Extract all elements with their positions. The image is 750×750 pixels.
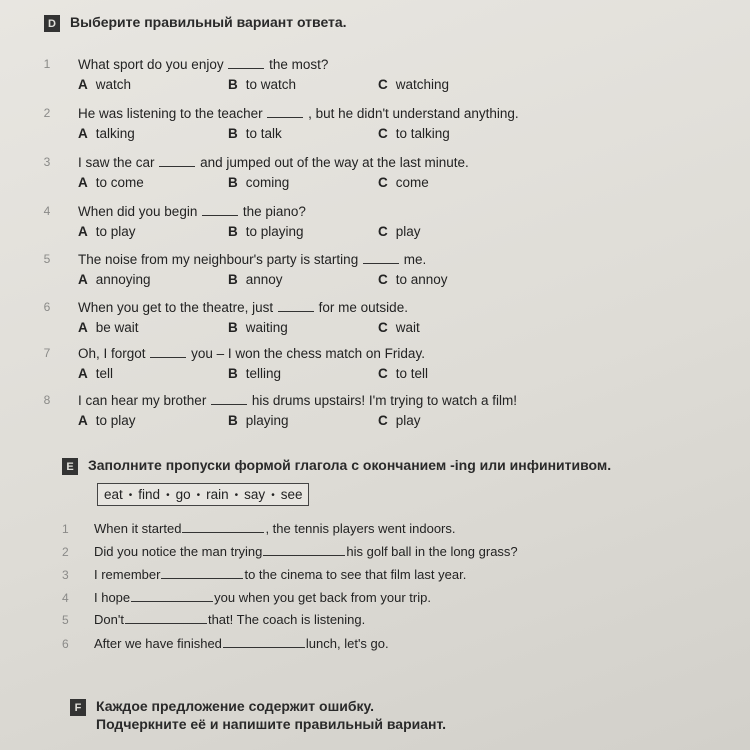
question-text-after: you – I won the chess match on Friday. [191,346,425,361]
option-text: to annoy [395,272,448,287]
sentence-text-after: , the tennis players went indoors. [265,521,456,536]
option-text: annoy [245,272,283,287]
sentence-text-before: I hope [94,590,131,605]
sentence-text [94,567,466,582]
option-text: be wait [95,320,139,335]
option-b[interactable] [228,224,304,239]
question-text [78,346,425,361]
question-text-before: What sport do you enjoy [78,57,224,72]
option-text: to talking [395,126,450,141]
option-c[interactable] [378,175,429,190]
sentence-number: 3 [62,568,69,582]
sentence-text-before: Did you notice the man trying [94,544,263,559]
option-text: waiting [245,320,288,335]
question-text-after: , but he didn't understand anything. [308,106,519,121]
option-a[interactable] [78,272,151,287]
option-text: wait [395,320,420,335]
option-text: watch [95,77,132,92]
option-letter: A [78,126,88,141]
section-f-header [70,698,446,732]
sentence-text [94,521,456,536]
option-letter: C [378,126,388,141]
question-text [78,252,426,267]
sentence-number: 4 [62,591,69,605]
question-text [78,393,517,408]
answer-blank[interactable] [161,578,243,579]
section-d-header [44,14,347,32]
word-option: rain [206,487,229,502]
option-text: to talk [245,126,282,141]
question-text-before: When did you begin [78,204,198,219]
word-option: see [280,487,303,502]
answer-blank[interactable] [267,117,303,118]
option-text: to watch [245,77,297,92]
option-text: talking [95,126,135,141]
answer-blank[interactable] [182,532,264,533]
option-b[interactable] [228,413,289,428]
sentence-text [94,544,518,559]
question-number: 8 [43,393,51,407]
option-c[interactable] [378,224,421,239]
question-number: 6 [43,300,51,314]
word-option: find [138,487,161,502]
sentence-text [94,612,365,627]
option-letter: C [378,77,388,92]
question-text-after: his drums upstairs! I'm trying to watch a film! [251,393,517,408]
option-letter: C [378,224,388,239]
question-text-before: I saw the car [78,155,155,170]
option-letter: B [228,272,238,287]
option-a[interactable] [78,126,135,141]
option-letter: C [378,413,388,428]
section-e-title: Заполните пропуски формой глагола с окончанием -ing или инфинитивом. [88,457,612,473]
question-text [78,57,328,72]
answer-blank[interactable] [159,166,195,167]
option-text: playing [245,413,289,428]
option-text: to come [95,175,144,190]
question-number: 2 [43,106,51,120]
option-a[interactable] [78,320,139,335]
question-text-after: me. [403,252,427,267]
sentence-text-after: you when you get back from your trip. [214,590,431,605]
option-text: telling [245,366,282,381]
sentence-item [62,636,702,651]
question-number: 4 [43,204,51,218]
option-text: annoying [95,272,151,287]
sentence-number: 1 [62,522,69,536]
answer-blank[interactable] [228,68,264,69]
bullet-separator: • [196,489,201,501]
answer-blank[interactable] [125,623,207,624]
option-c[interactable] [378,77,449,92]
option-c[interactable] [378,366,428,381]
question-item [40,300,720,344]
option-letter: B [228,366,238,381]
sentence-text-before: Don't [94,612,124,627]
sentence-text-before: When it started [94,521,182,536]
question-text [78,204,306,219]
option-c[interactable] [378,126,450,141]
option-letter: A [78,413,88,428]
option-b[interactable] [228,77,296,92]
option-letter: A [78,77,88,92]
option-a[interactable] [78,175,144,190]
question-item [40,106,720,150]
option-c[interactable] [378,320,420,335]
section-d-title: Выберите правильный вариант ответа. [70,14,347,30]
option-letter: C [378,366,388,381]
option-text: play [395,224,421,239]
answer-blank[interactable] [223,647,305,648]
option-b[interactable] [228,366,281,381]
sentence-text-before: I remember [94,567,161,582]
option-letter: A [78,224,88,239]
section-e-badge: E [62,458,78,475]
question-number: 7 [43,346,51,360]
answer-blank[interactable] [211,404,247,405]
option-c[interactable] [378,272,448,287]
sentence-text-after: to the cinema to see that film last year. [244,567,467,582]
option-b[interactable] [228,320,288,335]
option-letter: B [228,413,238,428]
question-text-before: When you get to the theatre, just [78,300,274,315]
option-text: to tell [395,366,429,381]
option-b[interactable] [228,272,283,287]
option-letter: A [78,366,88,381]
sentence-item [62,612,702,627]
answer-blank[interactable] [278,311,314,312]
bullet-separator: • [128,489,133,501]
word-option: go [175,487,191,502]
question-text-before: The noise from my neighbour's party is starting [78,252,359,267]
question-text-before: I can hear my brother [78,393,207,408]
section-f-title-line1: Каждое предложение содержит ошибку. [96,698,374,714]
option-letter: C [378,272,388,287]
option-text: coming [245,175,290,190]
option-letter: A [78,175,88,190]
question-number: 1 [43,57,51,71]
question-item [40,57,720,101]
option-letter: A [78,272,88,287]
option-letter: B [228,320,238,335]
question-text-after: the piano? [242,204,306,219]
answer-blank[interactable] [263,555,345,556]
sentence-number: 5 [62,613,69,627]
option-letter: C [378,175,388,190]
sentence-number: 2 [62,545,69,559]
option-text: to play [95,224,136,239]
section-d-badge: D [44,15,60,32]
question-number: 5 [43,252,51,266]
sentence-text [94,636,389,651]
question-text-after: and jumped out of the way at the last minute. [200,155,469,170]
question-item [40,346,720,390]
sentence-item [62,544,702,559]
question-item [40,252,720,296]
option-text: come [395,175,429,190]
sentence-text-after: that! The coach is listening. [207,612,366,627]
option-letter: C [378,320,388,335]
option-a[interactable] [78,366,113,381]
section-f-badge: F [70,699,86,716]
question-item [40,204,720,248]
option-letter: B [228,126,238,141]
sentence-text [94,590,431,605]
answer-blank[interactable] [363,263,399,264]
option-a[interactable] [78,77,131,92]
question-text-before: Oh, I forgot [78,346,146,361]
option-c[interactable] [378,413,421,428]
sentence-item [62,590,702,605]
option-text: to play [95,413,136,428]
option-text: play [395,413,421,428]
question-text [78,155,469,170]
option-letter: B [228,77,238,92]
question-number: 3 [43,155,51,169]
question-text [78,106,519,121]
answer-blank[interactable] [131,601,213,602]
word-box [97,483,309,506]
option-a[interactable] [78,413,136,428]
sentence-text-after: lunch, let's go. [305,636,389,651]
answer-blank[interactable] [150,357,186,358]
word-option: eat [104,487,123,502]
section-f-title-line2: Подчеркните её и напишите правильный вариант. [96,716,446,732]
question-text-after: for me outside. [318,300,408,315]
question-text [78,300,408,315]
sentence-text-after: his golf ball in the long grass? [346,544,518,559]
question-text-after: the most? [269,57,329,72]
option-a[interactable] [78,224,136,239]
sentence-item [62,521,702,536]
option-text: to playing [245,224,304,239]
word-option: say [244,487,266,502]
question-text-before: He was listening to the teacher [78,106,263,121]
question-item [40,155,720,199]
sentence-number: 6 [62,637,69,651]
option-text: tell [95,366,114,381]
option-letter: B [228,175,238,190]
option-text: watching [395,77,450,92]
question-item [40,393,720,437]
option-letter: A [78,320,88,335]
option-b[interactable] [228,175,289,190]
section-e-header [62,457,611,475]
bullet-separator: • [166,489,170,501]
bullet-separator: • [234,489,239,501]
option-b[interactable] [228,126,282,141]
option-letter: B [228,224,238,239]
sentence-item [62,567,702,582]
answer-blank[interactable] [202,215,238,216]
sentence-text-before: After we have finished [94,636,222,651]
bullet-separator: • [271,489,275,501]
